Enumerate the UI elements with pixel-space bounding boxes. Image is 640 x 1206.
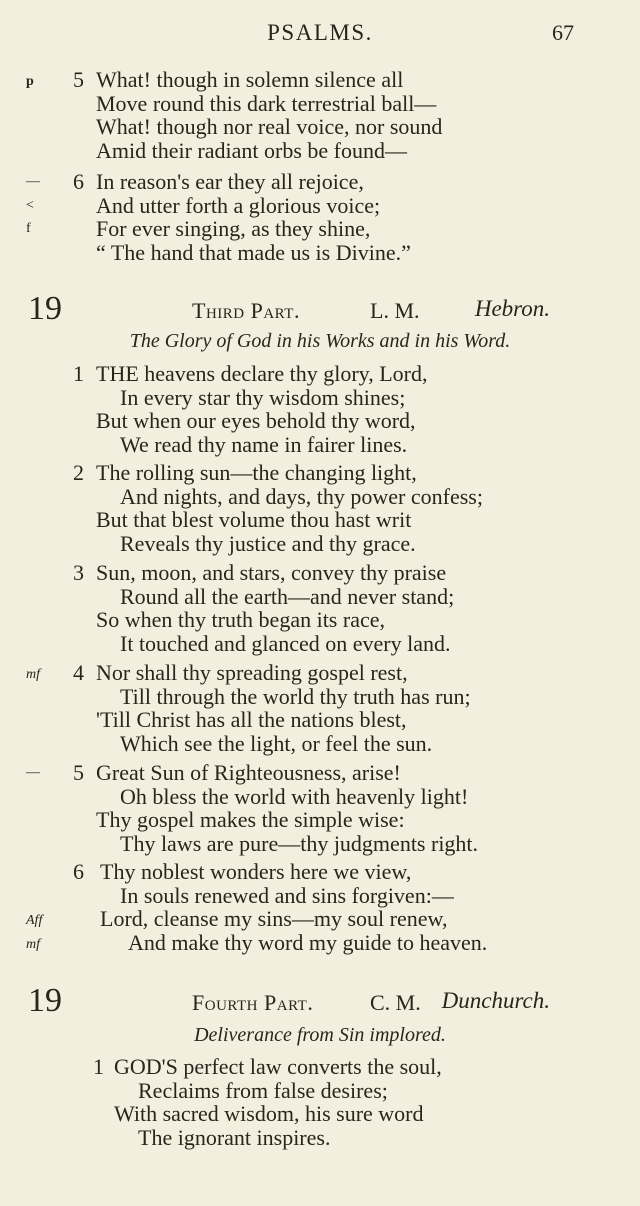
verse-line [0, 433, 640, 457]
verse-text: Reclaims from false desires; [138, 1077, 388, 1103]
verse-line [0, 931, 640, 955]
verse-line [0, 608, 640, 632]
verse-text: In souls renewed and sins forgiven:— [120, 882, 454, 908]
verse-line [0, 532, 640, 556]
dynamic-mark: mf [26, 936, 40, 952]
running-title: PSALMS. [267, 20, 373, 45]
dynamic-mark: mf [26, 667, 40, 682]
verse-line [0, 170, 640, 194]
verse-text: Thy gospel makes the simple wise: [96, 807, 405, 832]
verse-text: And nights, and days, thy power confess; [120, 483, 483, 509]
dynamic-mark: f [26, 221, 31, 236]
stanza-number: 3 [73, 560, 84, 585]
verse-line [0, 907, 640, 931]
hymn-meter: L. M. [370, 298, 420, 323]
verse-text: 'Till Christ has all the nations blest, [96, 707, 407, 732]
stanza-number: 1 [93, 1054, 104, 1079]
verse-text: In reason's ear they all rejoice, [96, 169, 364, 194]
stanza-number: 6 [73, 859, 84, 884]
dynamic-mark: < [26, 197, 34, 213]
verse-line [0, 241, 640, 265]
verse-text: Till through the world thy truth has run; [120, 683, 471, 709]
hymn-heading [0, 290, 640, 330]
verse-line [0, 808, 640, 832]
verse-line [0, 485, 640, 509]
verse-text: And utter forth a glorious voice; [96, 192, 381, 218]
verse-text: With sacred wisdom, his sure word [114, 1101, 424, 1126]
verse-text: Amid their radiant orbs be found— [96, 137, 407, 163]
verse-text: So when thy truth began its race, [96, 607, 385, 632]
verse-line [0, 661, 640, 685]
verse-text: Reveals thy justice and thy grace. [120, 530, 416, 556]
tune-name: Hebron. [474, 296, 550, 321]
verse-line [0, 708, 640, 732]
verse-text: But when our eyes behold thy word, [96, 408, 416, 433]
verse-line [0, 217, 640, 241]
verse-text: What! though nor real voice, nor sound [96, 114, 443, 139]
hymn-number: 19 [28, 982, 62, 1019]
verse-line [0, 1102, 640, 1126]
verse-text: Lord, cleanse my sins—my soul renew, [100, 906, 448, 931]
dynamic-mark: — [26, 765, 40, 780]
verse-line [0, 362, 640, 386]
hymn-meter: C. M. [370, 990, 421, 1015]
stanza [0, 860, 640, 954]
verse-line [0, 585, 640, 609]
hymn-part: Third Part. [192, 298, 300, 323]
stanza-number: 2 [73, 460, 84, 485]
verse-line [0, 68, 640, 92]
dynamic-mark: — [26, 174, 40, 189]
stanza-number: 6 [73, 169, 84, 194]
verse-text: What! though in solemn silence all [96, 67, 404, 92]
verse-text: Move round this dark terrestrial ball— [96, 90, 437, 116]
verse-text: The ignorant inspires. [138, 1124, 331, 1150]
stanza [0, 461, 640, 555]
stanza [0, 661, 640, 755]
stanza-number: 4 [73, 660, 84, 685]
verse-line [0, 508, 640, 532]
verse-text: GOD'S perfect law converts the soul, [114, 1054, 442, 1079]
verse-line [0, 761, 640, 785]
verse-line [0, 832, 640, 856]
verse-line [0, 884, 640, 908]
stanza [0, 362, 640, 456]
verse-line [0, 386, 640, 410]
tune-name: Dunchurch. [441, 988, 550, 1013]
page-number: 67 [552, 20, 574, 45]
verse-text: Sun, moon, and stars, convey thy praise [96, 560, 447, 585]
verse-text: It touched and glanced on every land. [120, 630, 451, 656]
verse-text: The rolling sun—the changing light, [96, 460, 417, 485]
verse-line [0, 785, 640, 809]
verse-line [0, 461, 640, 485]
verse-line [0, 860, 640, 884]
verse-line [0, 561, 640, 585]
verse-line [0, 1055, 640, 1079]
verse-line [0, 194, 640, 218]
verse-text: Thy noblest wonders here we view, [100, 859, 412, 884]
dynamic-mark: p [26, 74, 34, 89]
verse-text: Nor shall thy spreading gospel rest, [96, 660, 408, 685]
hymn-subtitle: Deliverance from Sin implored. [194, 1024, 446, 1046]
hymn-part: Fourth Part. [192, 990, 314, 1015]
hymn-subtitle: The Glory of God in his Works and in his Word. [129, 330, 511, 352]
stanza-number: 1 [73, 361, 84, 386]
stanza-number: 5 [73, 760, 84, 785]
stanza-number: 5 [73, 67, 84, 92]
verse-line [0, 92, 640, 116]
verse-text: Thy laws are pure—thy judgments right. [120, 830, 479, 856]
hymn-number: 19 [28, 290, 62, 327]
verse-text: “ The hand that made us is Divine.” [96, 239, 411, 265]
verse-line [0, 685, 640, 709]
verse-text: Great Sun of Righteousness, arise! [96, 760, 401, 785]
stanza [0, 561, 640, 655]
verse-text: For ever singing, as they shine, [96, 216, 371, 241]
page-header [0, 20, 640, 50]
verse-text: Oh bless the world with heavenly light! [120, 783, 469, 809]
verse-line [0, 632, 640, 656]
verse-text: THE heavens declare thy glory, Lord, [96, 361, 428, 386]
verse-line [0, 1126, 640, 1150]
dynamic-mark: Aff [26, 913, 43, 928]
stanza [0, 1055, 640, 1149]
verse-text: And make thy word my guide to heaven. [128, 929, 488, 955]
stanza-continued-6 [0, 170, 640, 264]
verse-line [0, 139, 640, 163]
verse-text: Round all the earth—and never stand; [120, 583, 455, 609]
verse-line [0, 115, 640, 139]
verse-text: In every star thy wisdom shines; [120, 384, 406, 410]
verse-text: But that blest volume thou hast writ [96, 507, 412, 532]
stanza [0, 761, 640, 855]
verse-line [0, 409, 640, 433]
verse-line [0, 732, 640, 756]
verse-text: Which see the light, or feel the sun. [120, 730, 433, 756]
stanza-continued-5 [0, 68, 640, 162]
verse-text: We read thy name in fairer lines. [120, 431, 408, 457]
hymn-heading [0, 982, 640, 1022]
verse-line [0, 1079, 640, 1103]
